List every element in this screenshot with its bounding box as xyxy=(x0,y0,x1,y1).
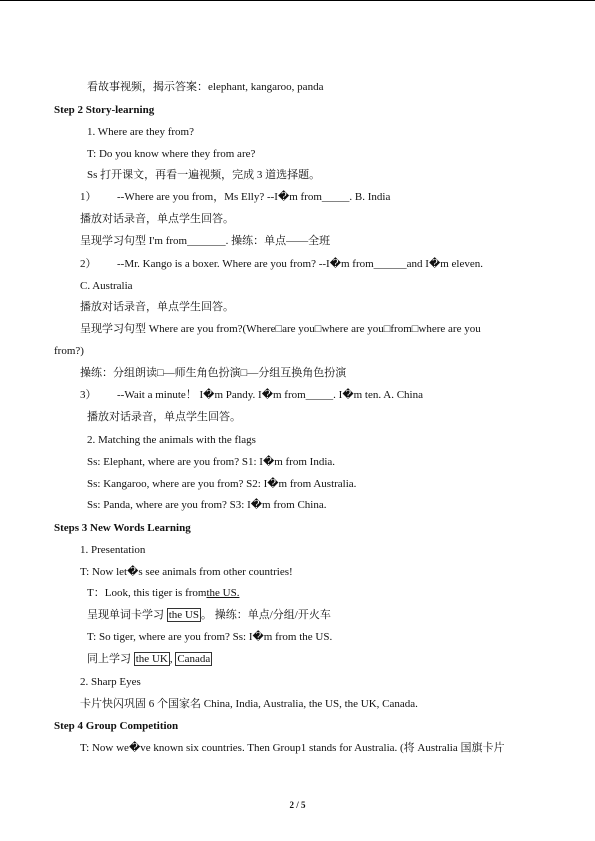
text-line: Ss: Elephant, where are you from? S1: I�m from India. xyxy=(87,456,336,468)
page-number: 2 / 5 xyxy=(289,800,306,810)
question-number: 2） xyxy=(80,258,97,270)
text-line: 播放对话录音，单点学生回答。 xyxy=(80,213,234,225)
text-line: 1. Where are they from? xyxy=(87,126,194,138)
text-line-with-underline xyxy=(87,586,239,600)
question-number: 3） xyxy=(80,389,97,401)
text-line: 看故事视频，揭示答案：elephant, kangaroo, panda xyxy=(87,81,324,93)
text-line: Ss 打开课文，再看一遍视频，完成 3 道选择题。 xyxy=(87,169,321,181)
text-line-with-box xyxy=(87,608,331,622)
text-segment: 呈现单词卡学习 xyxy=(87,609,164,621)
boxed-word: the US xyxy=(168,609,199,621)
text-line: 1. Presentation xyxy=(80,544,146,556)
text-line: --Where are you from，Ms Elly? --I�m from_____. B. India xyxy=(117,191,391,203)
text-line: 2. Matching the animals with the flags xyxy=(87,434,256,446)
text-line: T: Do you know where they from are? xyxy=(87,148,256,160)
text-line: T: Now let�s see animals from other countries! xyxy=(80,566,293,578)
text-line: from?) xyxy=(54,345,84,357)
text-line: 卡片快闪巩固 6 个国家名 China, India, Australia, the US, the UK, Canada. xyxy=(80,698,418,710)
text-line: --Wait a minute！ I�m Pandy. I�m from_____. I�m ten. A. China xyxy=(117,389,423,401)
top-rule xyxy=(0,0,595,1)
text-line: 呈现学习句型 Where are you from?(Where□are you□where are you□from□where are you xyxy=(80,323,481,335)
step-heading: Step 4 Group Competition xyxy=(54,720,179,732)
text-line: Ss: Kangaroo, where are you from? S2: I�m from Australia. xyxy=(87,478,357,490)
text-line: 呈现学习句型 I'm from_______. 操练：单点——全班 xyxy=(80,235,331,247)
step-heading: Step 2 Story-learning xyxy=(54,104,155,116)
text-line: --Mr. Kango is a boxer. Where are you from? --I�m from______and I�m eleven. xyxy=(117,258,483,270)
text-segment: 。 操练：单点/分组/开火车 xyxy=(201,609,331,621)
text-line: 播放对话录音，单点学生回答。 xyxy=(80,301,234,313)
text-line: 2. Sharp Eyes xyxy=(80,676,141,688)
text-line: C. Australia xyxy=(80,280,133,292)
text-line: T: So tiger, where are you from? Ss: I�m from the US. xyxy=(87,631,333,643)
text-line: 播放对话录音，单点学生回答。 xyxy=(87,411,241,423)
boxed-word: the UK xyxy=(135,653,168,665)
step-heading: Steps 3 New Words Learning xyxy=(54,522,191,534)
boxed-word: Canada xyxy=(177,653,211,665)
text-line: 操练：分组朗读□—师生角色扮演□—分组互换角色扮演 xyxy=(80,367,347,379)
text-line: Ss: Panda, where are you from? S3: I�m from China. xyxy=(87,499,327,511)
question-number: 1） xyxy=(80,191,97,203)
text-line-with-box xyxy=(87,652,212,666)
text-line: T: Now we�ve known six countries. Then Group1 stands for Australia. (将 Australia 国旗卡片 xyxy=(80,742,505,754)
text-segment: T：Look, this tiger is from xyxy=(87,587,207,599)
text-segment: , xyxy=(169,653,173,665)
underlined-word: the US. xyxy=(206,587,240,599)
text-segment: 同上学习 xyxy=(87,653,131,665)
